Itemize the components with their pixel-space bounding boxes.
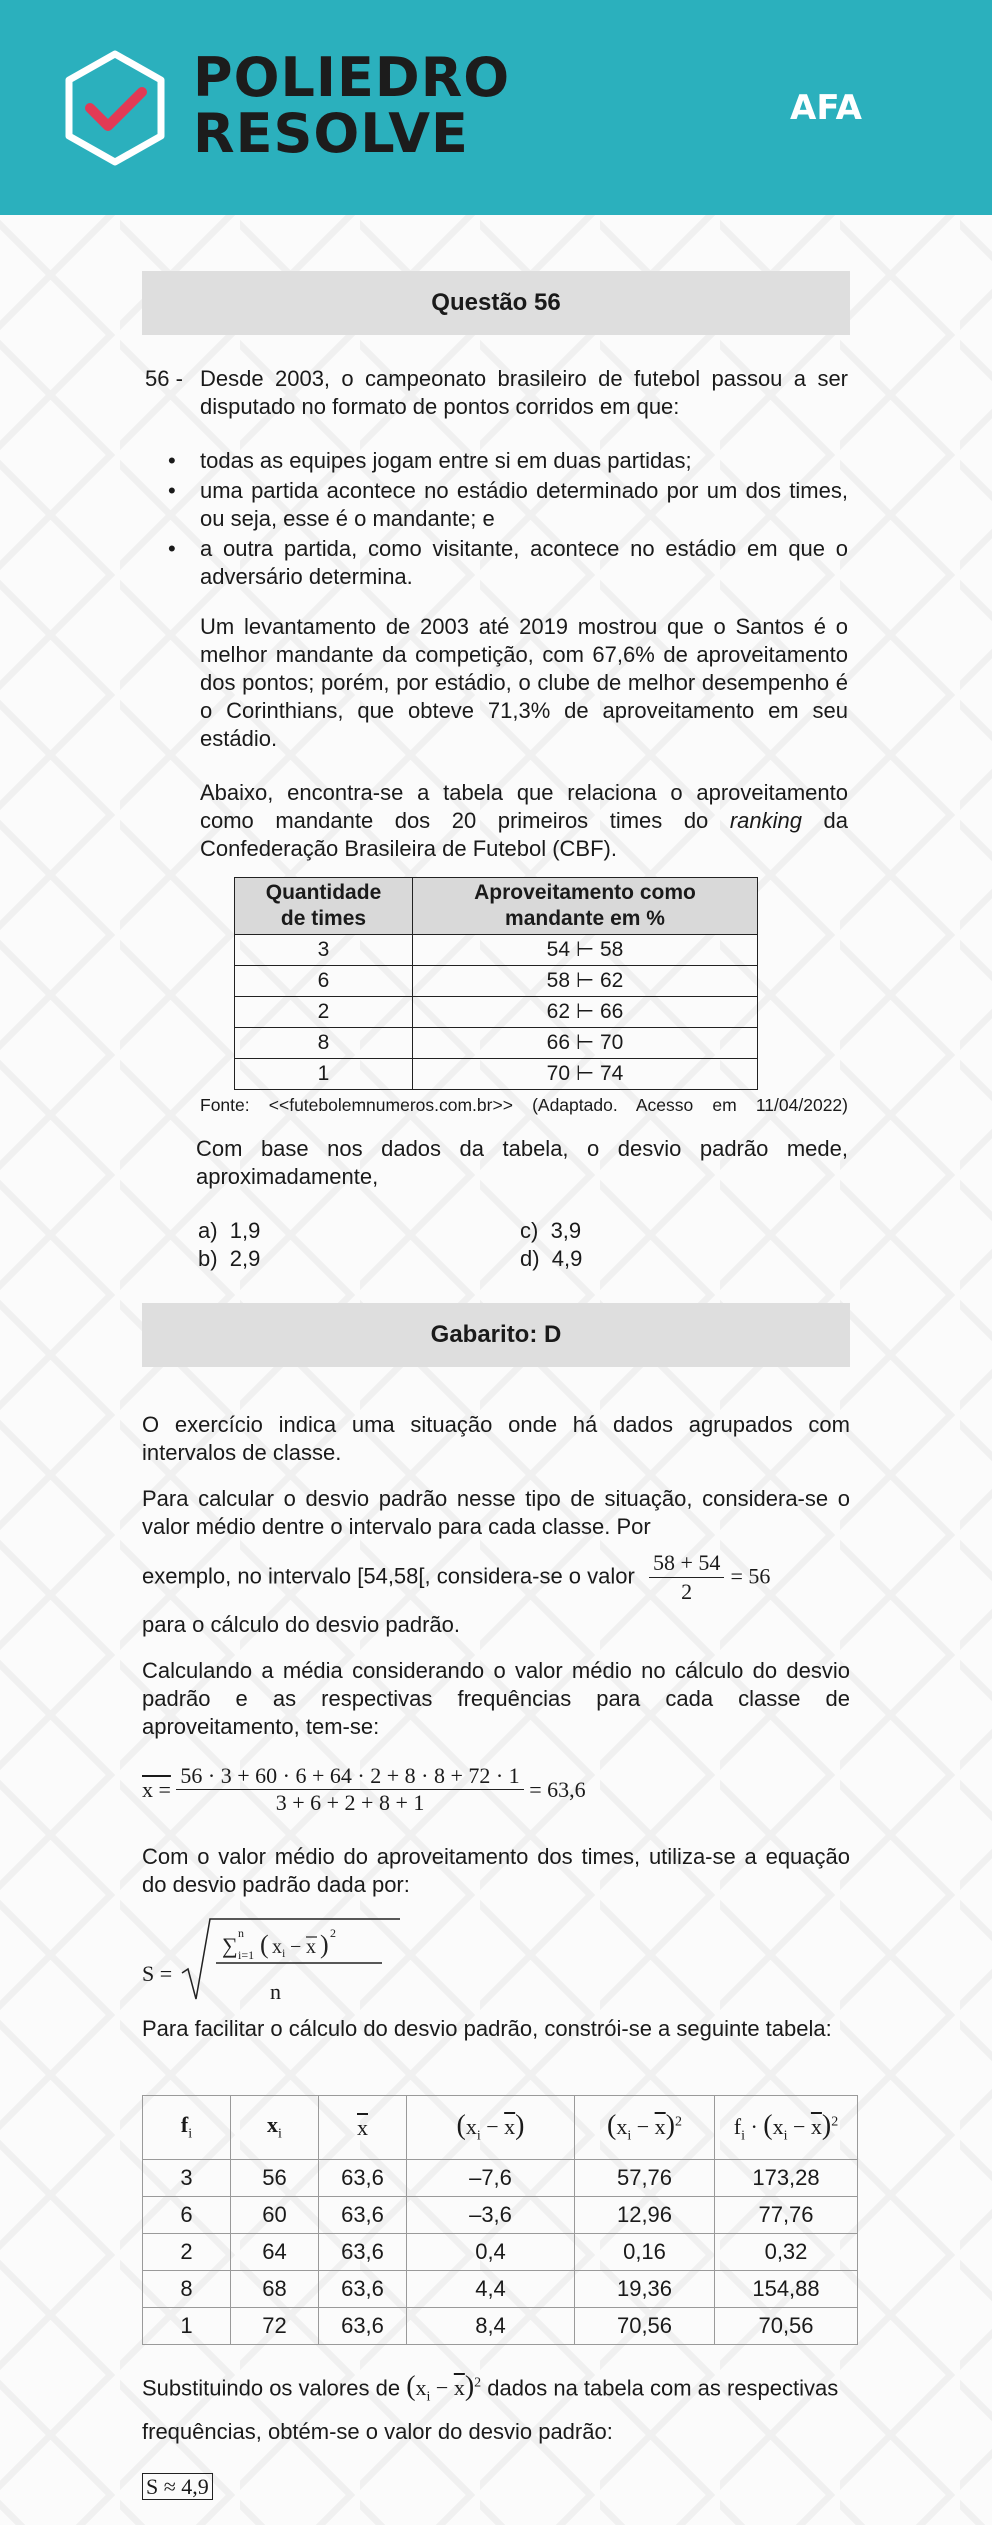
option-value: 2,9 bbox=[229, 1246, 261, 1271]
mean-formula bbox=[142, 1763, 586, 1816]
cell-xbar: 63,6 bbox=[319, 2308, 407, 2345]
calculation-table bbox=[142, 2095, 858, 2345]
mean-symbol: x = bbox=[142, 1776, 171, 1802]
text-span: Substituindo os valores de bbox=[142, 2375, 401, 2401]
text-span: exemplo, no intervalo [54,58[, considera-se o valor bbox=[142, 1563, 635, 1589]
cell-qty: 3 bbox=[235, 935, 413, 966]
cell-fi: 1 bbox=[143, 2308, 231, 2345]
header-text: Aproveitamento como bbox=[474, 881, 696, 904]
header-quantity bbox=[235, 878, 413, 935]
brand-title bbox=[193, 46, 511, 165]
table-row bbox=[235, 1059, 758, 1090]
question-title-bar: Questão 56 bbox=[142, 271, 850, 335]
cell-range: 66 ⊢ 70 bbox=[413, 1028, 758, 1059]
table-row bbox=[235, 935, 758, 966]
header-banner bbox=[0, 0, 992, 215]
brand-line-1: POLIEDRO bbox=[193, 46, 511, 109]
cell-qty: 2 bbox=[235, 997, 413, 1028]
fraction-numerator: 58 + 54 bbox=[649, 1549, 724, 1578]
cell-qty: 1 bbox=[235, 1059, 413, 1090]
cell-fi: 6 bbox=[143, 2197, 231, 2234]
final-result bbox=[142, 2473, 213, 2501]
text-span: dados na tabela com as respectivas frequências, obtém-se o valor do desvio padrão: bbox=[142, 2375, 839, 2444]
cell-deviation: 0,4 bbox=[407, 2234, 575, 2271]
option-letter: b) bbox=[198, 1246, 218, 1271]
cell-qty: 8 bbox=[235, 1028, 413, 1059]
std-dev-denominator: n bbox=[270, 1979, 281, 2004]
table-header-row bbox=[143, 2096, 858, 2160]
cell-deviation: –3,6 bbox=[407, 2197, 575, 2234]
cell-xi: 64 bbox=[231, 2234, 319, 2271]
brand-line-2: RESOLVE bbox=[193, 102, 469, 165]
answer-paragraph-1: O exercício indica uma situação onde há dados agrupados com intervalos de classe. bbox=[142, 1412, 850, 1465]
option-a[interactable] bbox=[198, 1217, 260, 1245]
question-intro: Desde 2003, o campeonato brasileiro de futebol passou a ser disputado no formato de pontos corridos em que: bbox=[200, 366, 848, 419]
cell-deviation-squared: 12,96 bbox=[575, 2197, 715, 2234]
answer-paragraph-6 bbox=[142, 2367, 850, 2449]
table-row bbox=[143, 2234, 858, 2271]
midpoint-fraction bbox=[649, 1549, 724, 1606]
deviation-squared-expression: $(x_i - \overline{x})^2$ bbox=[406, 2371, 482, 2405]
cell-deviation-squared: 19,36 bbox=[575, 2271, 715, 2308]
cell-weighted: 154,88 bbox=[715, 2271, 858, 2308]
option-value: 4,9 bbox=[551, 1246, 583, 1271]
cell-xi: 60 bbox=[231, 2197, 319, 2234]
fraction-result: = 56 bbox=[730, 1563, 771, 1589]
svg-text:∑: ∑ bbox=[222, 1933, 238, 1958]
cell-xi: 72 bbox=[231, 2308, 319, 2345]
svg-text:(: ( bbox=[260, 1930, 269, 1959]
header-weighted-squared: $f_i \cdot (x_i - \overline{x})^2$ bbox=[715, 2096, 858, 2160]
result-box: S ≈ 4,9 bbox=[142, 2473, 213, 2500]
list-item: • a outra partida, como visitante, acontece no estádio em que o adversário determina. bbox=[200, 535, 848, 591]
answer-paragraph-3: Calculando a média considerando o valor médio no cálculo do desvio padrão e as respectivas frequências para cada classe de aproveitamento, tem-se: bbox=[142, 1658, 850, 1739]
table-row bbox=[143, 2308, 858, 2345]
text-span: Abaixo, encontra-se a tabela que relaciona o aproveitamento como mandante dos 20 primeiros times do bbox=[200, 780, 848, 833]
svg-text:2: 2 bbox=[330, 1926, 336, 1940]
mean-result: = 63,6 bbox=[529, 1776, 586, 1802]
cell-range: 62 ⊢ 66 bbox=[413, 997, 758, 1028]
table-row bbox=[143, 2197, 858, 2234]
fraction-denominator: 2 bbox=[681, 1579, 693, 1604]
option-d[interactable] bbox=[520, 1245, 582, 1273]
option-c[interactable] bbox=[520, 1217, 581, 1245]
bullet-list bbox=[200, 447, 848, 593]
mean-fraction bbox=[176, 1763, 523, 1816]
list-item: • todas as equipes jogam entre si em duas partidas; bbox=[200, 447, 848, 475]
cell-deviation-squared: 57,76 bbox=[575, 2160, 715, 2197]
cell-deviation-squared: 0,16 bbox=[575, 2234, 715, 2271]
header-deviation: $(x_i - \overline{x})$ bbox=[407, 2096, 575, 2160]
std-dev-symbol: S = bbox=[142, 1961, 173, 1986]
table-row bbox=[235, 1028, 758, 1059]
table-row bbox=[235, 997, 758, 1028]
cell-xbar: 63,6 bbox=[319, 2160, 407, 2197]
cell-xi: 68 bbox=[231, 2271, 319, 2308]
cell-xbar: 63,6 bbox=[319, 2271, 407, 2308]
table-row bbox=[143, 2160, 858, 2197]
answer-paragraph-5: Para facilitar o cálculo do desvio padrão, constrói-se a seguinte tabela: bbox=[142, 2016, 832, 2041]
question-number: 56 - bbox=[145, 366, 183, 391]
header-performance bbox=[413, 878, 758, 935]
option-letter: c) bbox=[520, 1218, 539, 1243]
cell-fi: 8 bbox=[143, 2271, 231, 2308]
cell-weighted: 77,76 bbox=[715, 2197, 858, 2234]
svg-text:i: i bbox=[282, 1946, 286, 1960]
cell-fi: 2 bbox=[143, 2234, 231, 2271]
answer-paragraph-4: Com o valor médio do aproveitamento dos times, utiliza-se a equação do desvio padrão dada por: bbox=[142, 1844, 850, 1897]
svg-text:n: n bbox=[238, 1926, 244, 1940]
header-deviation-squared: $(x_i - \overline{x})^2$ bbox=[575, 2096, 715, 2160]
option-letter: a) bbox=[198, 1218, 218, 1243]
svg-text:): ) bbox=[320, 1930, 329, 1959]
cell-weighted: 70,56 bbox=[715, 2308, 858, 2345]
answer-paragraph-2: Para calcular o desvio padrão nesse tipo de situação, considera-se o valor médio dentre o intervalo para cada classe. Por bbox=[142, 1486, 850, 1539]
option-value: 1,9 bbox=[229, 1218, 261, 1243]
square-root-icon bbox=[180, 1915, 400, 2007]
cell-range: 58 ⊢ 62 bbox=[413, 966, 758, 997]
svg-text:−: − bbox=[290, 1936, 302, 1958]
header-fi: $f_i$ bbox=[143, 2096, 231, 2160]
text-span: da Confederação Brasileira de Futebol (CBF). bbox=[200, 808, 848, 861]
cell-range: 70 ⊢ 74 bbox=[413, 1059, 758, 1090]
header-xbar: $\overline{x}$ bbox=[319, 2096, 407, 2160]
header-xi: $x_i$ bbox=[231, 2096, 319, 2160]
cell-deviation: –7,6 bbox=[407, 2160, 575, 2197]
answer-title-bar: Gabarito: D bbox=[142, 1303, 850, 1367]
fraction-numerator: 56 · 3 + 60 · 6 + 64 · 2 + 8 · 8 + 72 · 1 bbox=[176, 1763, 523, 1790]
question-prompt: Com base nos dados da tabela, o desvio padrão mede, aproximadamente, bbox=[196, 1136, 848, 1189]
cell-qty: 6 bbox=[235, 966, 413, 997]
paragraph-survey: Um levantamento de 2003 até 2019 mostrou que o Santos é o melhor mandante da competição, com 67,6% de aproveitamento dos pontos; porém, por estádio, o clube de melhor desempenho é o Corinthians, que obteve 71,3% de aproveitamento em seu estádio. bbox=[200, 614, 848, 751]
list-item: • uma partida acontece no estádio determinado por um dos times, ou seja, esse é o mandante; e bbox=[200, 477, 848, 533]
svg-text:x: x bbox=[306, 1936, 316, 1958]
table-row bbox=[143, 2271, 858, 2308]
exam-label: AFA bbox=[790, 88, 862, 128]
header-text: de times bbox=[280, 907, 367, 930]
table-header-row bbox=[235, 878, 758, 935]
option-b[interactable] bbox=[198, 1245, 260, 1273]
frequency-table bbox=[234, 877, 758, 1090]
cell-deviation-squared: 70,56 bbox=[575, 2308, 715, 2345]
table-row bbox=[235, 966, 758, 997]
table-source: Fonte: <<futebolemnumeros.com.br>> (Adaptado. Acesso em 11/04/2022) bbox=[200, 1095, 848, 1115]
svg-text:x: x bbox=[272, 1936, 282, 1958]
cell-deviation: 4,4 bbox=[407, 2271, 575, 2308]
option-letter: d) bbox=[520, 1246, 540, 1271]
svg-text:i=1: i=1 bbox=[238, 1948, 255, 1962]
answer-paragraph-2-formula bbox=[142, 1549, 862, 1606]
cell-xbar: 63,6 bbox=[319, 2197, 407, 2234]
cell-xi: 56 bbox=[231, 2160, 319, 2197]
checkmark-hexagon-logo-icon bbox=[60, 48, 170, 168]
cell-fi: 3 bbox=[143, 2160, 231, 2197]
fraction-denominator: 3 + 6 + 2 + 8 + 1 bbox=[275, 1790, 425, 1815]
cell-range: 54 ⊢ 58 bbox=[413, 935, 758, 966]
answer-paragraph-2-end: para o cálculo do desvio padrão. bbox=[142, 1612, 460, 1637]
cell-xbar: 63,6 bbox=[319, 2234, 407, 2271]
option-value: 3,9 bbox=[550, 1218, 582, 1243]
header-text: Quantidade bbox=[265, 881, 382, 904]
cell-weighted: 173,28 bbox=[715, 2160, 858, 2197]
cell-deviation: 8,4 bbox=[407, 2308, 575, 2345]
text-emphasis: ranking bbox=[729, 808, 802, 833]
header-text: mandante em % bbox=[505, 907, 665, 930]
paragraph-table-intro bbox=[200, 779, 848, 863]
cell-weighted: 0,32 bbox=[715, 2234, 858, 2271]
